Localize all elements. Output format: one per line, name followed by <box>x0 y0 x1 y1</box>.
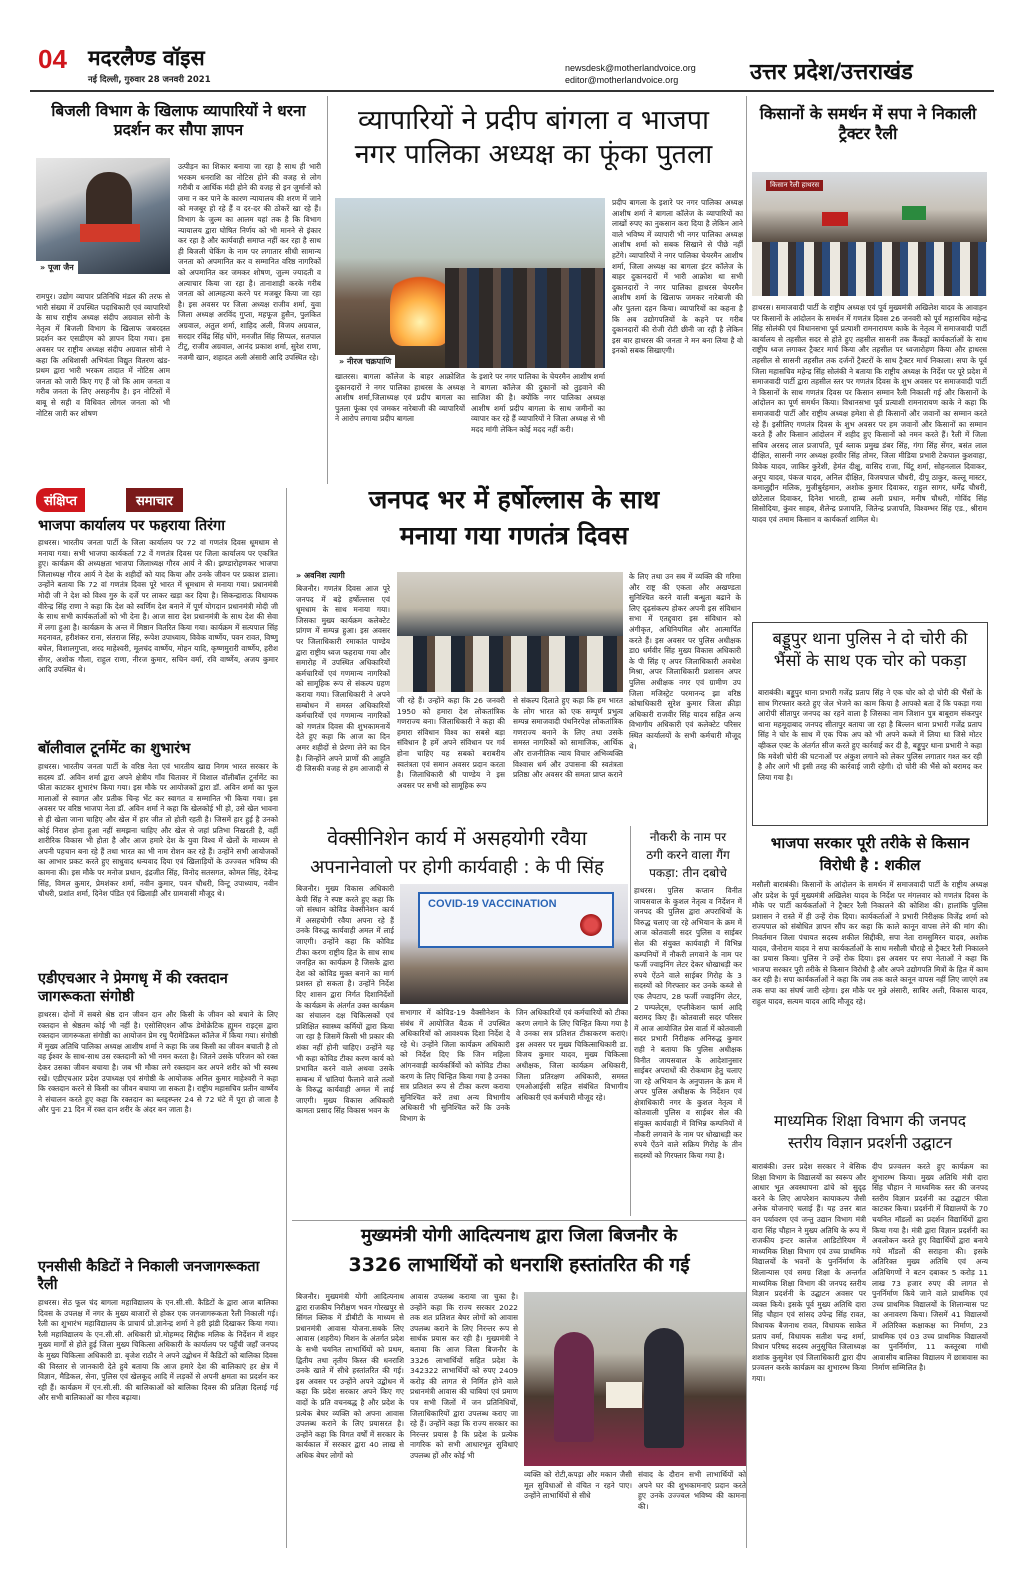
flag-green <box>902 206 926 220</box>
headline-naukri-3: पकड़ा: तीन दबोचे <box>649 866 727 880</box>
yogi-col3: व्यक्ति को रोटी,कपड़ा और मकान जैसी मूल सुविधाओं से वंचित न रहने पाए। उन्होंने लाभार्थियों से सीधे <box>524 1470 632 1501</box>
brief-tag2: समाचार <box>126 488 183 512</box>
electricity-col2: उत्पीड़न का शिकार बनाया जा रहा है साथ ही भारी भरकम धनराशि का नोटिस होने की वजह से लोग गरीबी व आर्थिक मंदी होने की वजह से इन जुर्मानों को जमा न कर पाने के कारण न्यायालय की शरण में जाने को मजबूर हो रहे हैं व दर-दर की ठोकरें खा रहे हैं। विभाग के जुल्म का आलम यहां तक है कि विभाग न्यायालय द्वारा घोषित निर्णय को भी मानने से इंकार कर रहा है और कार्यवाही समाप्त नहीं कर रहा है साथ ही बिजली चेकिंग के नाम पर लगातार सीधी सामान्य जनता को अपमानित कर व सम्मानित वरिष्ठ नागरिकों को अपमानित कर जमकर शोषण, जुल्म ज्यादती व अत्याचार किया जा रहा है। तानाशाही करके गरीब जनता को आत्महत्या करने पर मजबूर किया जा रहा है। इस अवसर पर जिला अध्यक्ष राजीव शर्मा, युवा जिला अध्यक्ष अरविंद गुप्ता, महफूज हुसैन, पुलकित अग्रवाल, अतुल शर्मा, शाहिद अली, विजय अग्रवाल, सरदार रविंद्र सिंह घोंगे, मनजीत सिंह सिप्पल, सतपाल टीटू, राजीव अग्रवाल, आनंद प्रकाश शर्मा, सुरेश राणा, नजमी खान, शहादत अली अंसारी आदि उपस्थित रहे। <box>178 162 321 362</box>
yogi-col4: संवाद के दौरान सभी लाभार्थियों को अपने घर की शुभकामनाएं प्रदान करते हुए उनके उज्ज्वल भविष्य की कामना की। <box>638 1470 746 1511</box>
brief-header <box>36 488 236 512</box>
sp-rally-body: हाथरस। समाजवादी पार्टी के राष्ट्रीय अध्यक्ष एवं पूर्व मुख्यमंत्री अखिलेश यादव के आवाहन पर किसानों के आंदोलन के समर्थन में गणतंत्र दिवस 26 जनवरी को पूर्व महासचिव महेन्द्र सिंह सोलंकी एवं विधानसभा पूर्व प्रत्याशी रामनारायण काके के नेतृत्व में समाजवादी पार्टी कार्यालय से तहसील सदर से होते हुए तहसील सासनी तक कैंकड़ों कार्यकर्ताओं के साथ राष्ट्रीय ध्वज लगाकर ट्रैक्टर मार्च किया और तहसील पर ध्वजारोहण किया और हाथरस तहसील से सासनी तहसील तक दर्जनों ट्रैक्टरों के साथ ट्रैक्टर मार्च निकाला। सपा के पूर्व जिला महासचिव महेन्द्र सिंह सोलंकी ने बताया कि राष्ट्रीय अध्यक्ष के निर्देश पर पूरे प्रदेश में समाजवादी पार्टी द्वारा तहसील स्तर पर गणतंत्र दिवस के शुभ अवसर पर समाजवादी पार्टी ने किसानों के साथ गणतंत्र दिवस पर किसान सम्मान रैली निकाली गई और किसानों के आंदोलन का पूर्ण समर्थन किया। विधानसभा पूर्व प्रत्याशी रामनारायण काके ने कहा कि समाजवादी पार्टी और राष्ट्रीय अध्यक्ष हमेशा से ही किसानों और जवानों का सम्मान करते रहे हैं। इसीलिए गणतंत्र दिवस के शुभ अवसर पर हम जवानों और किसानों का सम्मान करते हैं और किसान आंदोलन में शहीद हुए किसानों को नमन करते हैं। रैली में जिला सचिव अरसद लाल प्रजापति, पूर्व ब्लाक प्रमुख डंबर सिंह, गंगा सिंह सेंगर, बसंत लाल दीक्षित, सासनी नगर अध्यक्ष हरवीर सिंह तोमर, जिला मीडिया प्रभारी टेकपाल कुशवाहा, विवेक यादव, जाकिर कुरेशी, हेमंत दीक्षु, वासिद राजा, चिंटू शर्मा, सोहनलाल दिवाकर, अनूप यादव, पंकज यादव, अनिल दीक्षित, विजयपाल चौधरी, दीपू ठाकुर, कल्लू मास्टर, कमालुद्दीन मलिक, मुजीबुर्रहमान, अशोक कुमार दिवाकर, राहुल सागर, धर्मेंद्र चौधरी, छोटेलाल दिवाकर, दिनेश भारती, हाब्ब अली प्रधान, मनीष चौधरी, गोविंद सिंह सिसोदिया, कुंवर साहब, शैलेन्द्र प्रजापति, जितेन्द्र प्रजापति, विश्वम्भर सिंह एड., श्रीराम यादव एवं तमाम किसान व कार्यकर्ता शामिल थे। <box>752 303 987 524</box>
person-shape-2 <box>644 1328 684 1448</box>
headline-republic-1: जनपद भर में हर्षोल्लास के साथ <box>368 485 660 514</box>
vaccine-banner-text: COVID-19 VACCINATION <box>428 898 557 910</box>
headline-vaccine-2: अपनानेवालो पर होगी कार्यवाही : के पी सिंह <box>310 857 604 878</box>
masthead-rule <box>30 90 994 92</box>
flag-red <box>822 212 848 226</box>
photo-republic <box>397 572 623 692</box>
brief-tag1: संक्षिप्त <box>36 488 85 512</box>
byline-electricity: » पूजा जैन <box>36 261 78 274</box>
bjp-kisan-body: मसौली बाराबंकी। किसानों के आंदोलन के समर्थन में समाजवादी पार्टी के राष्ट्रीय अध्यक्ष और प्रदेश के पूर्व मुख्यमंत्री अखिलेश यादव के निर्देश पर मंगलवार को गणतंत्र दिवस के मौके पर पार्टी कार्यकर्ताओं ने ट्रैक्टर रैली निकालने की कोशिश की। हालांकि पुलिस प्रशासन ने रास्ते में ही उन्हें रोक दिया। कार्यकर्ताओं ने प्रभारी निरीक्षक विजेंद्र शर्मा को राज्यपाल को संबोधित ज्ञापन सौंप कर कहा कि काले कानून वापस लेने की मांग की। निवर्तमान जिला पंचायत सदस्य शकील सिद्दीकी, सपा नेता रामसुमिरन यादव, अशोक यादव, जैनोराम यादव ने सपा कार्यकर्ताओं के साथ मसौली चौराहे से ट्रैक्टर रैली निकालने का प्रयास किया। पुलिस ने उन्हें रोक दिया। इस अवसर पर सपा नेताओं ने कहा कि भाजपा सरकार पूरी तरीके से किसान विरोधी है और अपने उद्योगपति मित्रों के हित में काम कर रही है। सपा कार्यकर्ताओं ने कहा कि जब तक काले कानून वापस नहीं लिए जाएंगे तब तक सपा का संघर्ष जारी रहेगा। इस मौके पर मुन्ने अंसारी, साबिर अली, विकास यादव, राहुल यादव, सत्यम यादव आदि मौजूद रहे। <box>752 880 988 1006</box>
effigy-col1: खातरस। बागला कॉलेज के बाहर आक्रोशित दुकानदारों ने नगर पालिका हाथरस के अध्यक्ष आशीष शर्मा,जिलाध्यक्ष एवं प्रदीप बागला का पुतला फूंका एवं जमकर नारेबाजी की व्यापारियों ने आरोप लगाया प्रदीप बागला <box>335 372 465 424</box>
brief-body-2: हाथरस। भारतीय जनता पार्टी के वरिष्ठ नेता एवं भारतीय खाद्य निगम भारत सरकार के सदस्य डॉ. अविन शर्मा द्वारा अपने क्षेत्रीय गाँव चितावर में विशाल वॉलीबॉल टूर्नामेंट का फीता काटकर शुभारंभ किया गया। इस मौके पर आयोजकों द्वारा डॉ. अविन शर्मा का फूल मालाओं से स्वागत और प्रतीक चिन्ह भेंट कर स्वागत व सम्मानित भी किया गया। इस अवसर पर वरिष्ठ भाजपा नेता डॉ. अविन शर्मा ने कहा कि खेलकोई भी हो, उसे खेल भावना से ही खेला जाना चाहिए और खेल में हार जीत तो होती रहती है। जिसमें हार हुई है उनको कोई निराश होना हुआ नहीं समझना चाहिए और खेल से जहां प्रतिभा निखरती है, वहीं शारीरिक विकास भी होता है और आज हमारे देश के युवा विश्व में खेलों के माध्यम से अपनी पहचान बना रहे हैं तथा भारत का भी नाम रोशन कर रहे हैं। उन्होंने सभी आयोजकों का आभार प्रकट करते हुए साधुवाद धन्यवाद दिया एवं खिलाड़ियों के उज्ज्वल भविष्य की कामना की। इस मौके पर मनोज प्रधान, इंद्रजीत सिंह, विनोद सतसगत, कोमल सिंह, देवेन्द्र सिंह, विमल कुमार, प्रेमशंकर शर्मा, नवीन कुमार, पवन चौधरी, विन्टू उपाध्याय, नवीन चौधरी, प्रशांत शर्मा, दिनेश पंडित एवं खिलाड़ी और ग्रामवासी मौजूद थे। <box>38 762 278 899</box>
paper-name: मदरलैण्ड वॉइस <box>88 46 205 70</box>
headline-sp-rally: किसानों के समर्थन में सपा ने निकाली ट्रैक्टर रैली <box>759 104 977 143</box>
vaccine-banner <box>418 892 614 948</box>
headline-badduppur: बड्डूपुर थाना पुलिस ने दो चोरी की भैंसों के साथ एक चोर को पकड़ा <box>772 629 968 670</box>
badduppur-body: बाराबंकी। बड्डूपुर थाना प्रभारी गजेंद्र प्रताप सिंह ने एक चोर को दो चोरी की भैंसों के साथ गिरफ्तार करते हुए जेल भेजने का काम किया है आपको बता दें कि पकड़ा गया आरोपी सीतापुर जनपद का रहने वाला है जिसका नाम जिशान पुत्र बाबूराम संकरपुर थाना महमूदाबाद जनपद सीतापुर बताया जा रहा है बिल्लन थाना प्रभारी गजेंद्र प्रताप सिंह ने चोर के साथ में एक पिक अप को भी अपने कब्जे में लिया था जिसे मोटर व्हीकल एक्ट के अंतर्गत सीज करते हुए कार्रवाई कर दी है, बड्डूपुर थाना प्रभारी ने कहा कि मवेशी चोरी की घटनाओं पर अंकुश लगाने को लेकर पुलिस लगातार गश्त कर रही है और आगे भी इसी तरह की कार्रवाई जारी रहेगी। दो चोरी की भैंसे को बरामद कर लिया गया है। <box>758 688 982 782</box>
vigyan-col2: दीप प्रज्वलन करते हुए कार्यक्रम का शुभारम्भ किया। मुख्य अतिथि मंत्री दारा सिंह चौहान ने माध्यमिक स्तर की जनपद स्तरीय विज्ञान प्रदर्शनी का उद्घाटन फीता काटकर किया। प्रदर्शनी में विद्यालयों के 70 चयनित मॉडलों का प्रदर्शन विद्यार्थियों द्वारा किया गया है। मंत्री द्वारा विज्ञान प्रदर्शनी का अवलोकन करते हुए विद्यार्थियों द्वारा बनाये गये मॉडलों की सराहना की। इसके अतिरिक्त मुख्य अतिथि एवं अन्य अतिथिगणों ने बटन दबाकर 5 करोड़ 11 लाख 73 हजार रुपए की लागत से पुनर्निर्माण किये जाने वाले प्राथमिक एवं उच्च प्राथमिक विद्यालयों के शिलान्यास पट का अनावरण किया। जिसमें 41 विद्यालयों में अतिरिक्त कक्षाकक्ष का निर्माण, 23 प्राथमिक एवं 03 उच्च प्राथमिक विद्यालयों का पुनर्निर्माण, 11 कस्तूरबा गांधी आवासीय बालिका विद्यालय में छात्रावास का निर्माण सम्मिलित है। <box>872 1162 988 1373</box>
divider-naukri <box>630 826 631 1216</box>
column-divider-left <box>286 488 287 1548</box>
republic-col3: से संकल्प दिलाते हुए कहा कि हम भारत के लोग भारत को एक सम्पूर्ण प्रभुत्व सम्पन्न समाजवादी पंथनिरपेक्ष लोकतांत्रिक गणराज्य बनाने के लिए तथा उसके समस्त नागरिकों को सामाजिक, आर्थिक और राजनीतिक न्याय विचार अभिव्यक्ति विश्वास धर्म और उपासना की स्वतंत्रता प्रतिष्ठा और अवसर की समता प्राप्त कराने <box>513 696 623 780</box>
brief-body-1: हाथरस। भारतीय जनता पार्टी के जिला कार्यालय पर 72 वां गणतंत्र दिवस धूमधाम से मनाया गया। सभी भाजपा कार्यकर्ता 72 वें गणतंत्र दिवस पर जिला कार्यालय पर एकत्रित हुए। कार्यक्रम की अध्यक्षता भाजपा जिलाध्यक्ष गौरव आर्य ने की। झण्डारोहणकर भाजपा जिलाध्यक्ष गौरव आर्य ने देश के शहीदों को याद किया और उनके जीवन पर प्रकाश डाला। उन्होंने बताया कि 72 वां गणतंत्र दिवस पूरे भारत में धूमधाम से मनाया गया। प्रधानमंत्री मोदी जी ने देश को विश्व गुरु के दर्जे पर लाकर खड़ा कर दिया है। सिकन्द्राराऊ विधायक वीरेन्द्र सिंह राणा ने कहा कि देश को स्वर्णिम देश बनाने में पूर्ण योगदान प्रधानमंत्री मोदी जी के साथ सभी कार्यकर्ताओं को भी देना है। आज सारा देश प्रधानमंत्री के साथ देश की सेवा में लगा हुआ है। कार्यक्रम के अन्त में मिष्ठान वितरित किया गया। कार्यक्रम में सत्यपाल सिंह मदनावत, हरीशंकर राना, संतराज सिंह, रूपेश उपाध्याय, विवेक वार्ष्णेय, पवन रावत, विष्णु बघेल, विशालगुप्ता, शरद माहेश्वरी, मूलचंद वार्ष्णेय, मोहन यादि, कृष्णमुरारी वार्ष्णेय, हरीश सेंगर, अशोक गौला, राहुल राणा, नीरज कुमार, सचिन वर्मा, रवि वार्ष्णेय, अजय कुमार आदि उपस्थित थे। <box>38 538 278 675</box>
brief-body-3: हाथरस। दोनों में सबसे श्रेष्ठ दान जीवन दान और किसी के जीवन को बचाने के लिए रक्तदान से श्रेष्ठतम कोई भी नहीं है। एसोसिएशन ऑफ डेमोक्रेटिक ह्यूमन राइट्स द्वारा रक्तदान जागरूकता संगोष्ठी का आयोजन प्रेम रघु पैरामेडिकल कॉलेज में किया गया। संगोष्ठी में मुख्य अतिथि पालिका अध्यक्ष आशीष शर्मा ने कहा कि जब किसी का जीवन बचाती है तो वह ईश्वर के साथ-साथ उस रक्तदानी को भी नमन करता है। जितने उसके परिजन को रक्त देकर उसका जीवन बचाया है। जब भी मौका लगे रक्तदान कर अपने शरीर को भी स्वस्थ रखें। एडीएचआर प्रदेश उपाध्यक्ष एवं संगोष्ठी के आयोजक अनिल कुमार माहेश्वरी ने कहा कि रक्तदान करने से किसी का जीवन बचाया जा सकता है। राष्ट्रीय महासचिव प्रतीन वार्ष्णेय ने संचालन करते हुए कहा कि रक्तदान का ब्लड्स्प्लर 24 से 72 घंटे में पूरा हो जाता है और पुनः 21 दिन में रक्त दान शरीर के अंदर बन जाता है। <box>38 1010 278 1115</box>
effigy-col3: प्रदीप बागला के इशारे पर नगर पालिका अध्यक्ष आशीष शर्मा ने बागला कॉलेज के व्यापारियों का लाखों रुपए का नुकसान करा दिया है लेकिन आने वाले भविष्य में व्यापारी भी नगर पालिका अध्यक्ष आशीष शर्मा को सबक सिखाने से पीछे नहीं हटेंगे। व्यापारियों ने नगर पालिका चेयरमैन आशीष शर्मा, जिला अध्यक्ष का बागला इंटर कॉलेज के बाहर दुकानदारों में भारी आक्रोश था सभी दुकानदारों ने नगर पालिका हाथरस चेयरमैन आशीष शर्मा के खिलाफ जमकर नारेबाजी की और पुतला दहन किया। व्यापारियों का कहना है कि अब उद्योगपतियों के कहने पर गरीब दुकानदारों की रोजी रोटी छीनी जा रही है लेकिन इस बार हाथरस की जनता ने मन बना लिया है वो इनको सबक सिखाएगी। <box>612 198 743 356</box>
photo-vaccine <box>400 884 628 1004</box>
headline-vigyan-2: स्तरीय विज्ञान प्रदर्शनी उद्घाटन <box>787 1134 953 1152</box>
headline-effigy: व्यापारियों ने प्रदीप बांगला व भाजपा नगर पालिका अध्यक्ष का फूंका पुतला <box>354 105 713 170</box>
crowd-shape <box>752 242 987 296</box>
divider-top-left <box>327 96 328 484</box>
photo-credit-effigy: » नीरज चक्रपाणि <box>335 355 395 368</box>
republic-col2: जी रहे हैं। उन्होंने कहा कि 26 जनवरी 1950 को हमारा देश लोकतांत्रिक गणराज्य बना। जिलाधिकारी ने कहा की हमारा संविधान विश्व का सबसे बड़ा संविधान है हमें अपने संविधान पर गर्व होना चाहिए यह सबको बराबरीय स्वतंत्रता एवं समान अवसर प्रदान करता है। जिलाधिकारी श्री पाण्डेय ने इस अवसर पर सभी को सामूहिक रूप <box>397 696 505 790</box>
headline-vigyan-1: माध्यमिक शिक्षा विभाग की जनपद <box>773 1112 966 1130</box>
yogi-col1: बिजनौर। मुख्यमंत्री योगी आदित्यनाथ द्वारा राजकीय निरीक्षण भवन गोरखपुर से सिंगल क्लिक में डीबीटी के माध्यम से प्रधानमंत्री आवास योजना.सबके लिए आवास (शहरीय) मिशन के अंतर्गत प्रदेश के सभी चयनित लाभार्थियों को प्रथम, द्वितीय तथा तृतीय किस्त की धनराशि उनके खाते में सीधे हस्तांतरित की गई। इस अवसर पर उन्होंने अपने उद्बोधन में कहा कि प्रदेश सरकार अपने किए गए वादों के प्रति वचनबद्ध है और प्रदेश के प्रत्येक बेघर व्यक्ति को अपना आवास उपलब्ध कराने के लिए प्रयासरत है। उन्होंने कहा कि विगत वर्षों में सरकार के कार्यकाल में सरकार द्वारा 40 लाख से अधिक बेघर लोगों को <box>296 1292 404 1460</box>
section-title: उत्तर प्रदेश/उत्तराखंड <box>750 60 913 85</box>
photo-sp-rally <box>752 172 987 296</box>
vaccine-col1: बिजनौर। मुख्य विकास अधिकारी केपी सिंह ने स्पष्ट करते हुए कहा कि जो संस्थान कोविड वेक्सीनेशन कार्य में असहयोगी रवैया अपना रहे हैं उनके विरुद्ध कार्यवाही अमल में लाई जाएगी। उन्होंने कहा कि कोविड टीका करण राष्ट्रीय हित के साथ साथ जनहित का कार्यक्रम है जिसके द्वारा देश को कोविड मुक्त बनाने का मार्ग प्रशस्त हो सकता है। उन्होंने निर्देश दिए शासन द्वारा निर्गत दिशानिर्देशों के कार्यक्रम के अंतर्गत उक्त कार्यक्रम का संचालन दक्ष चिकित्सकों एवं प्रशिक्षित स्वास्थ्य कर्मियों द्वारा किया जा रहा है जिसमें किसी भी प्रकार की शंका नहीं होनी चाहिए। उन्होंने यह भी कहा कोविड टीका करण कार्य को प्रभावित करने वाले अथवा उसके सम्बन्ध में भ्रांतियां फैलाने वाले तत्वों के विरुद्ध कार्यवाही अमल में लाई जाएगी। मुख्य विकास अधिकारी कामता प्रसाद सिंह विकास भवन के <box>296 884 394 1116</box>
headline-naukri-2: ठगी करने वाला गैंग <box>646 848 730 862</box>
brief-body-4: हाथरस। सेठ फूल चंद बागला महाविद्यालय के एन.सी.सी. कैडिटों के द्वारा आज बालिका दिवस के उपलक्ष में नगर के मुख्य बाजारों से होकर एक जनजागरूकता रैली निकाली गई। रैली का शुभारंभ महाविद्यालय के प्राचार्य प्रो.ज्ञानेन्द्र शर्मा ने हरी झंडी दिखाकर किया गया। रैली महाविद्यालय के एन.सी.सी. अधिकारी प्रो.मोहम्मद सिद्दीक मलिक के निर्देशन में शहर मुख्य मार्गों से होते हुई जिला मुख्य चिकित्सा अधिकारी के कार्यालय पर पहुँची जहाँ जनपद के मुख्य चिकित्सा अधिकारी डा. बृजेश राठौर ने अपने उद्बोधन में कैडिटों को बालिका दिवस की विस्तार से जानकारी देते हुये बताया कि आज हमारे देश की बालिकाएं हर क्षेत्र में विज्ञान, मैडिकल, सेना, पुलिस एवं खेलकूद आदि में लड़कों से अपनी क्षमता का प्रदर्शन कर रही हैं। कार्यक्रम में एन.सी.सी. की बालिकाओं को बालिका दिवस की प्रतिज्ञा दिलाई गई और सभी बालिकाओं का गौरव बढ़ाया। <box>38 1298 278 1403</box>
photo-tag-sp-rally: किसान रैली हाथरस <box>766 180 823 191</box>
fire-flame <box>390 266 450 346</box>
headline-vaccine-1: वेक्सीनिशेन कार्य में असहयोगी रवैया <box>327 826 587 850</box>
headline-yogi-2: 3326 लाभार्थियों को धनराशि हस्तांतरित की गई <box>348 1254 690 1276</box>
crowd-shape <box>445 268 605 368</box>
brief-head-1: भाजपा कार्यालय पर फहराया तिरंगा <box>38 518 225 534</box>
headline-republic-2: मनाया गया गणतंत्र दिवस <box>399 521 629 550</box>
republic-col4: के लिए तथा उन सब में व्यक्ति की गरिमा और राष्ट्र की एकता और अखण्डता सुनिश्चित करने वाली बन्धुता बढाने के लिए दृढ़संकल्प होकर अपनी इस संविधान सभा में एतद्द्वारा इस संविधान को अंगीकृत, अधिनियमित और आत्मार्पित करते हैं। इस अवसर पर पुलिस अधीक्षक डा0 धर्मवीर सिंह मुख्य विकास अधिकारी के पी सिंह ए अपर जिलाधिकारी अवधेश मिश्रा, अपर जिलाधिकारी प्रशासन अपर पुलिस अधीक्षक नगर एवं ग्रामीण उप जिला मजिस्ट्रेट परमानन्द झा वरिष्ठ कोषाधिकारी सुरेश कुमार जिला क्रीड़ा अधिकारी राजवीर सिंह यादव सहित अन्य विभागीय अधिकारी एवं कलेक्टेट परिसर स्थित कार्यालयों के सभी कर्मचारी मौजूद थे। <box>629 572 741 751</box>
stage-row <box>397 636 623 692</box>
column-divider-right <box>746 96 747 1548</box>
vaccine-col3: जिन अधिकारियों एवं कर्मचारियों को टीका करण लगाने के लिए चिन्हित किया गया है वे उनका सत्र प्रतिशत टीकाकरण कराएं। इस अवसर पर मुख्य चिकित्साधिकारी डा. विजय कुमार यादव, मुख्य चिकित्सा अधीक्षक, जिला कार्यक्रम अधिकारी, जिला प्रतिरक्षण अधिकारी, समस्त एमओआईसी सहित संबंधित विभागीय अधिकारी एवं कर्मचारी मौजूद रहे। <box>516 1008 628 1102</box>
virus-icon <box>580 914 602 936</box>
yogi-col2: आवास उपलब्ध कराया जा चुका है। उन्होंने कहा कि राज्य सरकार 2022 तक शत प्रतिशत बेघर लोगों को आवास उपलब्ध कराने के लिए निरन्तर रूप से सार्थक प्रयास कर रही है। मुख्यमंत्री ने बताया कि आज जिला बिजनौर के 3326 लाभार्थियों सहित प्रदेश के 342322 लाभार्थियों को रुपए 2409 करोड़ की लागत से निर्मित होने वाले प्रधानमंत्री आवास की चाबियां एवं प्रमाण पत्र सभी जिलों में जन प्रतिनिधियों, जिलाधिकारियों द्वारा उपलब्ध कराए जा रहे हैं। उन्होंने कहा कि राज्य सरकार का निरन्तर प्रयास है कि प्रदेश के प्रत्येक नागरिक को सभी आधारभूत सुविधाएं उपलब्ध हों और कोई भी <box>410 1292 518 1460</box>
date-line: नई दिल्ली, गुरुवार 28 जनवरी 2021 <box>88 75 211 85</box>
photo-electricity <box>36 158 170 274</box>
divider-yogi <box>292 1220 746 1221</box>
page-number: 04 <box>38 44 67 74</box>
effigy-col2: के इशारे पर नगर पालिका के चेयरमैन आशीष शर्मा ने बागला कॉलेज की दुकानों को तुड़वाने की साजिश की है। क्योंकि नगर पालिका अध्यक्ष आशीष शर्मा प्रदीप बागला के साथ जमीनों का व्यापार कर रहे हैं व्यापारियों ने जिला अध्यक्ष से भी मदद मांगी लेकिन कोई मदद नहीं करी। <box>471 372 605 434</box>
brief-head-4: एनसीसी कैडिटों ने निकाली जनजागरूकता रैली <box>38 1259 260 1293</box>
vigyan-col1: बाराबंकी। उत्तर प्रदेश सरकार ने बेसिक शिक्षा विभाग के विद्यालयों का स्वरूप और आधार भूत अवस्थापना ढांचे को सुदृढ़ करने के लिए आपरेशन कायाकल्प जैसी अनेक योजनाएं चलाई हैं। यह उत्तर बात वन पर्यावरण एवं जन्तु उद्यान विभाग मंत्री दारा सिंह चौहान ने मुख्य अतिथि के रूप में राजकीय इन्टर कालेज आडिटोरियम में माध्यमिक शिक्षा विभाग एवं उच्च प्राथमिक विद्यालयों के भवनों के पुनर्निर्माण के शिलान्यास एवं समग्र शिक्षा के अन्तर्गत माध्यमिक शिक्षा विभाग की जनपद स्तरीय विज्ञान प्रदर्शनी के उद्घाटन अवसर पर व्यक्त किये। इसके पूर्व मुख्य अतिथि दारा सिंह चौहान एवं सांसद उपेन्द्र सिंह रावत, विधायक बैजनाथ रावत, विधायक साकेत प्रताप वर्मा, विधायक सतीश चन्द्र शर्मा, विधान परिषद सदस्य अनुसूचित जिलाध्यक्ष शशांक कुसुमेश एवं जिलाधिकारी द्वारा दीप प्रज्वलन करके कार्यक्रम का शुभारम्भ किया गया। <box>752 1162 866 1383</box>
reporter-scarf <box>80 224 140 242</box>
headline-electricity: बिजली विभाग के खिलाफ व्यापारियों ने धरना प्रदर्शन कर सौपा ज्ञापन <box>51 102 306 140</box>
email-newsdesk[interactable]: newsdesk@motherlandvoice.org <box>565 63 696 73</box>
photo-yogi <box>524 1292 746 1466</box>
republic-col1: बिजनौर। गणतंत्र दिवस आज पूरे जनपद में बड़े हर्षोल्लास एवं धूमधाम के साथ मनाया गया। जिसका मुख्य कार्यक्रम कलेक्टेट प्रांगण में सम्पन्न हुआ। इस अवसर पर जिलाधिकारी रमाकांत पाण्डेय द्वारा राष्ट्रीय ध्वज फहराया गया और समारोह में उपस्थित अधिकारियों कर्मचारियों एवं गणमान्य नागरिकों को सामूहिक रूप से संकल्प ग्रहण कराया गया। जिलाधिकारी ने अपने सम्बोधन में समस्त अधिकारियों कर्मचारियों एवं गणमान्य नागरिकों को गणतंत्र दिवस की शुभकामनायें देते हुए कहा कि आज का दिन अमर शहीदों से प्रेरणा लेने का दिन है। जिन्होंने अपने प्राणों की आहुति दी जिसकी वजह से हम आजादी से <box>296 584 390 774</box>
headline-naukri-1: नौकरी के नाम पर <box>649 830 727 844</box>
certificate-shape <box>606 1382 642 1408</box>
brief-head-3: एडीएचआर ने प्रेमगधृ में की रक्तदान जागरूकता संगोष्ठी <box>38 971 228 1005</box>
electricity-col1: रामपुर। उद्योग व्यापार प्रतिनिधि मंडल की तरफ से भारी संख्या में उपस्थित पदाधिकारी एवं व्यापारियों के साथ राष्ट्रीय अध्यक्ष संदीप अग्रवाल सोनी के नेतृत्व में बिजली विभाग के खिलाफ जबरदस्त प्रदर्शन कर एसडीएम को ज्ञापन दिया गया। इस अवसर पर राष्ट्रीय अध्यक्ष संदीप अग्रवाल सोनी ने कहा कि अधिशासी अभियंता विद्युत वितरण खंड- प्रथम द्वारा भारी भरकम तादात में नोटिस आम जनता को जारी किए गए हैं जो कि आम जनता व गरीब जनता के लिए असहनीय है। इन नोटिसों में बाबू से सही व विधिवत लोगल जनता को भी नोटिस जारी कर शोषण <box>36 292 170 418</box>
reporter-portrait <box>86 172 132 232</box>
brief-head-2: बॉलीवाल टूर्नामेंट का शुभारंभ <box>38 741 191 757</box>
masthead <box>0 0 1024 92</box>
headline-bjp-kisan: भाजपा सरकार पूरी तरीके से किसान विरोधी है : शकील <box>770 834 970 874</box>
photo-effigy <box>335 198 605 368</box>
byline-republic: » अवनिश त्यागी <box>296 571 345 580</box>
headline-yogi-1: मुख्यमंत्री योगी आदित्यनाथ द्वारा जिला बिजनौर के <box>360 1226 678 1246</box>
person-shape-1 <box>554 1332 594 1442</box>
vaccine-col2: सभागार में कोविड-19 वैक्सीनेशन के संबंध में आयोजित बैठक में उपस्थित अधिकारियों को आवश्यक दिशा निर्देश दे रहे थे। उन्होंने जिला कार्यक्रम अधिकारी को निर्देश दिए कि जिन महिला आंगनवाड़ी कार्यकर्त्रियों को कोविड टीका करण के लिए चिन्हित किया गया है उनका सत्र प्रतिशत रूप से टीका करण कराया सुनिश्चित करें तथा अन्य विभागीय अधिकारी भी सुनिश्चित करें कि उनके विभाग के <box>400 1008 510 1123</box>
email-editor[interactable]: editor@motherlandvoice.org <box>565 75 679 85</box>
naukri-body: हाथरस। पुलिस कप्तान विनीत जायसवाल के कुशल नेतृत्व व निर्देशन में जनपद की पुलिस द्वारा अपराधियों के विरुद्ध चलाए जा रहे अभियान के क्रम में आज कोतवाली सदर पुलिस व साईबर सेल की संयुक्त कार्यवाही में विभिन्न कम्पनियों में नौकरी लगवाने के नाम पर फर्जी ज्वाइनिंग लेटर देकर धोखाधड़ी कर रुपये ऐंठने वाले साईबर गिरोह के 3 सदस्यों को गिरफ्तार कर उनके कब्जे से एक लैपटाप, 28 फर्जी ज्वाइनिंग लेटर, 2 पम्पलेट्स, एप्लीकेशन फार्म आदि बरामद किए हैं। कोतवाली सदर परिसर में आज आयोजित प्रेस वार्ता में कोतवाली सदर प्रभारी निरीक्षक अनिरुद्ध कुमार राही ने बताया कि पुलिस अधीक्षक विनीत जायसवाल के आदेशानुसार साईबर अपराधों की रोकथाम हेतु चलाए जा रहे अभियान के अनुपालन के क्रम में अपर पुलिस अधीक्षक के निर्देशन एवं क्षेत्राधिकारी नगर के कुशल नेतृत्व में कोतवाली पुलिस व साईबर सेल की संयुक्त कार्यवाही में विभिन्न कम्पनियों में नौकरी लगवाने के नाम पर धोखाधड़ी कर रुपये ऐंठने वाले सक्रिय गिरोह के तीन सदस्यों को गिरफ्तार किया गया है। <box>634 886 742 1160</box>
